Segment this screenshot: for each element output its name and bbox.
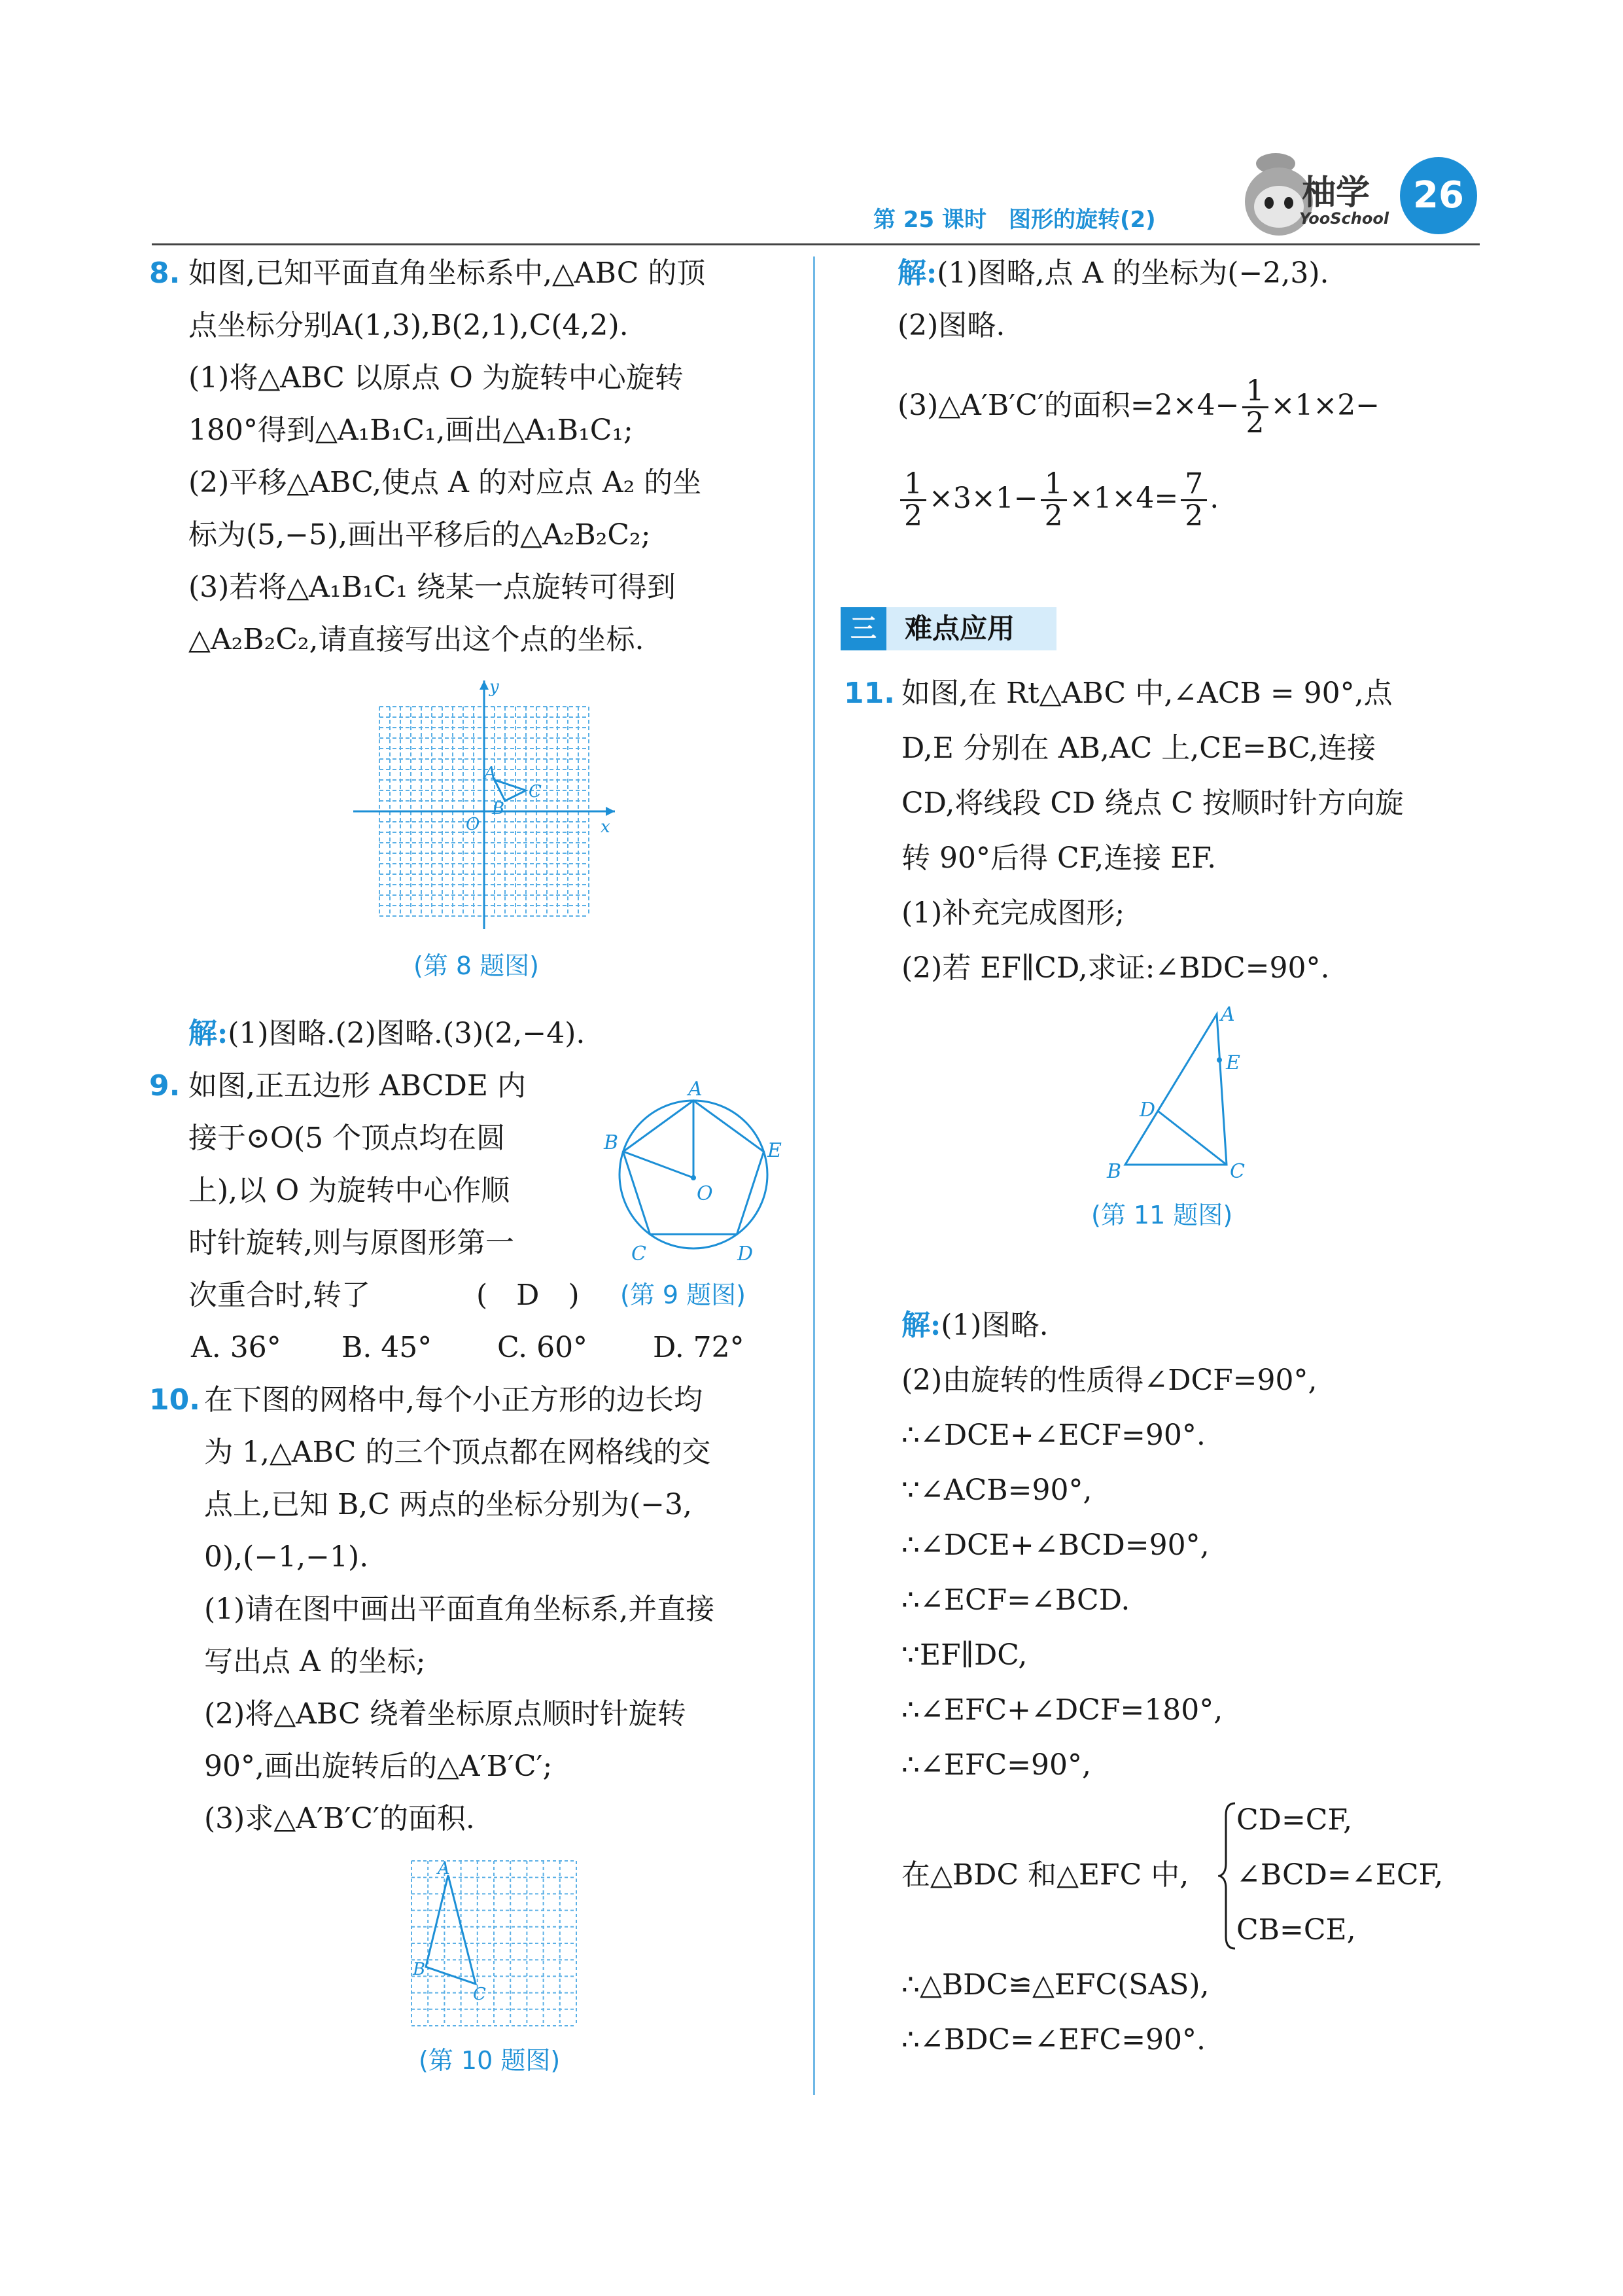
q8-label-c: C	[529, 782, 542, 802]
fraction-half	[1041, 469, 1067, 531]
q10-triangle-abc	[426, 1875, 476, 1984]
q8-line-1: 如图,已知平面直角坐标系中,△ABC 的顶	[188, 256, 706, 290]
q11-solution-6: ∴∠ECF=∠BCD.	[901, 1583, 1130, 1617]
q11-answer-label: 解:	[901, 1309, 941, 1342]
frac-num: 1	[1242, 376, 1268, 408]
q10-answer-3b	[898, 466, 1219, 531]
fraction-half	[1242, 376, 1268, 438]
brace-icon	[1218, 1801, 1238, 1951]
q10-answer-1	[898, 247, 1329, 300]
q11-line-2: D,E 分别在 AB,AC 上,CE=BC,连接	[901, 732, 1376, 765]
q8-label-a: A	[484, 764, 497, 783]
q10-line-2: 为 1,△ABC 的三个顶点都在网格线的交	[204, 1436, 711, 1469]
q11-line-4: 转 90°后得 CF,连接 EF.	[901, 841, 1217, 875]
q10-answer-1-text: (1)图略,点 A 的坐标为(−2,3).	[937, 256, 1329, 290]
column-divider	[813, 256, 815, 2095]
q11-label-a: A	[1221, 1003, 1235, 1026]
q10-line-9: (3)求△A′B′C′的面积.	[204, 1802, 475, 1835]
frac-den: 2	[904, 499, 922, 533]
q8-label-b: B	[492, 799, 505, 819]
q9-option-c: C. 60°	[497, 1331, 588, 1364]
q11-system-3: CB=CE,	[1236, 1913, 1356, 1947]
q11-solution-9: ∴∠EFC=90°,	[901, 1748, 1092, 1782]
q9-figure	[599, 1080, 788, 1269]
q8-answer-label: 解:	[188, 1017, 228, 1050]
q11-point-e	[1217, 1057, 1222, 1063]
brand-name: 柚学	[1302, 173, 1370, 213]
q9-line-2: 接于⊙O(5 个顶点均在圆	[188, 1122, 506, 1155]
q11-line-1: 如图,在 Rt△ABC 中,∠ACB = 90°,点	[901, 677, 1393, 710]
q10-answer-3b-part2: ×1×4=	[1069, 482, 1179, 515]
q8-line-4: 180°得到△A₁B₁C₁,画出△A₁B₁C₁;	[188, 414, 633, 447]
q10-line-6: 写出点 A 的坐标;	[204, 1645, 426, 1678]
q11-number: 11.	[844, 677, 895, 710]
q9-answer-choice: ( D )	[476, 1279, 580, 1312]
q9-caption: (第 9 题图)	[620, 1280, 746, 1309]
q10-caption: (第 10 题图)	[419, 2046, 561, 2075]
q11-solution-4: ∵∠ACB=90°,	[901, 1474, 1092, 1507]
frac-den: 2	[1185, 499, 1204, 533]
q10-line-4: 0),(−1,−1).	[204, 1540, 369, 1574]
q11-line-5: (1)补充完成图形;	[901, 896, 1125, 930]
q8-label-y: y	[489, 680, 499, 697]
lesson-title: 第 25 课时 图形的旋转(2)	[873, 207, 1156, 233]
q11-solution-2: (2)由旋转的性质得∠DCF=90°,	[901, 1364, 1318, 1397]
q9-label-a: A	[688, 1080, 703, 1101]
q11-line-3: CD,将线段 CD 绕点 C 按顺时针方向旋	[901, 786, 1404, 820]
q9-line-4: 时针旋转,则与原图形第一	[188, 1226, 514, 1260]
q8-label-o: O	[466, 815, 480, 834]
q8-line-7: (3)若将△A₁B₁C₁ 绕某一点旋转可得到	[188, 571, 676, 604]
mascot-face	[1254, 186, 1304, 228]
q8-figure	[353, 680, 615, 929]
frac-den: 2	[1246, 406, 1265, 440]
q11-solution-7: ∵EF∥DC,	[901, 1638, 1028, 1672]
q10-figure	[409, 1858, 579, 2028]
q9-line-5: 次重合时,转了	[188, 1279, 370, 1312]
section-title: 难点应用	[905, 612, 1015, 645]
q8-line-8: △A₂B₂C₂,请直接写出这个点的坐标.	[188, 623, 644, 656]
q9-option-a: A. 36°	[191, 1331, 281, 1364]
q10-number: 10.	[149, 1383, 200, 1417]
q9-line-1: 如图,正五边形 ABCDE 内	[188, 1069, 526, 1103]
q9-label-e: E	[767, 1139, 782, 1162]
q10-line-8: 90°,画出旋转后的△A′B′C′;	[204, 1750, 553, 1783]
q11-solution-3: ∴∠DCE+∠ECF=90°.	[901, 1419, 1206, 1452]
q10-line-1: 在下图的网格中,每个小正方形的边长均	[204, 1383, 703, 1417]
q8-line-2: 点坐标分别A(1,3),B(2,1),C(4,2).	[188, 309, 629, 342]
frac-num: 1	[1041, 469, 1067, 501]
page-number: 26	[1413, 174, 1464, 217]
q8-caption: (第 8 题图)	[413, 951, 539, 980]
page-number-badge	[1400, 157, 1477, 234]
q9-radius-b	[623, 1152, 693, 1178]
q8-x-arrow	[606, 807, 615, 816]
q11-solution-8: ∴∠EFC+∠DCF=180°,	[901, 1693, 1223, 1727]
q9-center-dot	[691, 1175, 696, 1180]
fraction-half	[900, 469, 926, 531]
q10-answer-3-prefix: (3)△A′B′C′的面积=2×4−	[898, 389, 1240, 422]
q10-line-5: (1)请在图中画出平面直角坐标系,并直接	[204, 1593, 715, 1626]
q11-conclusion-1: ∴△BDC≌△EFC(SAS),	[901, 1968, 1210, 2002]
q11-solution-1	[901, 1299, 1049, 1352]
q8-line-6: 标为(5,−5),画出平移后的△A₂B₂C₂;	[188, 518, 651, 552]
frac-num: 1	[900, 469, 926, 501]
q11-figure	[1099, 1001, 1269, 1184]
q11-label-d: D	[1140, 1099, 1156, 1122]
q9-label-o: O	[697, 1182, 713, 1205]
mascot-eye-right	[1284, 197, 1293, 209]
q9-label-b: B	[604, 1131, 619, 1154]
q8-answer	[188, 1008, 585, 1060]
q9-label-d: D	[737, 1243, 754, 1265]
q8-y-arrow	[480, 680, 489, 690]
q9-label-c: C	[631, 1243, 646, 1265]
brand-en: YooSchool	[1299, 209, 1389, 228]
q10-line-7: (2)将△ABC 绕着坐标原点顺时针旋转	[204, 1697, 686, 1731]
q8-number: 8.	[149, 256, 181, 290]
q11-label-c: C	[1230, 1160, 1245, 1183]
q10-answer-3b-part1: ×3×1−	[929, 482, 1038, 515]
q8-label-x: x	[601, 817, 610, 837]
q10-line-3: 点上,已知 B,C 两点的坐标分别为(−3,	[204, 1488, 692, 1521]
q10-label-b: B	[413, 1960, 426, 1979]
fraction-seven-halves	[1181, 469, 1207, 531]
section-header	[841, 607, 1056, 650]
q11-line-6: (2)若 EF∥CD,求证:∠BDC=90°.	[901, 951, 1330, 985]
q9-option-d: D. 72°	[653, 1331, 744, 1364]
q11-system-prefix: 在△BDC 和△EFC 中,	[901, 1858, 1189, 1892]
q8-line-3: (1)将△ABC 以原点 O 为旋转中心旋转	[188, 361, 684, 395]
q11-segment-cd	[1158, 1111, 1227, 1165]
mascot-eye-left	[1265, 197, 1274, 209]
q11-label-b: B	[1107, 1160, 1122, 1183]
q11-solution-1-text: (1)图略.	[941, 1309, 1049, 1342]
frac-den: 2	[1044, 499, 1063, 533]
q9-number: 9.	[149, 1069, 181, 1103]
q10-answer-2: (2)图略.	[898, 309, 1005, 342]
q9-option-b: B. 45°	[341, 1331, 432, 1364]
q11-conclusion-2: ∴∠BDC=∠EFC=90°.	[901, 2023, 1206, 2057]
q11-system-2: ∠BCD=∠ECF,	[1236, 1858, 1444, 1892]
q8-answer-text: (1)图略.(2)图略.(3)(2,−4).	[228, 1017, 585, 1050]
q8-line-5: (2)平移△ABC,使点 A 的对应点 A₂ 的坐	[188, 466, 702, 499]
q10-label-a: A	[438, 1859, 450, 1879]
q11-triangle-abc	[1125, 1014, 1227, 1165]
q10-answer-label: 解:	[898, 256, 937, 290]
header-rule	[152, 243, 1480, 245]
q11-caption: (第 11 题图)	[1091, 1201, 1233, 1229]
frac-num: 7	[1181, 469, 1207, 501]
q10-answer-3b-end: .	[1210, 482, 1219, 515]
q9-line-3: 上),以 O 为旋转中心作顺	[188, 1174, 510, 1207]
q11-solution-5: ∴∠DCE+∠BCD=90°,	[901, 1528, 1210, 1562]
q10-answer-3-suffix: ×1×2−	[1270, 389, 1380, 422]
q11-label-e: E	[1226, 1051, 1240, 1074]
q10-answer-3	[898, 373, 1380, 438]
q11-system-1: CD=CF,	[1236, 1803, 1353, 1837]
section-number: 三	[841, 607, 886, 650]
q10-label-c: C	[473, 1985, 486, 2004]
